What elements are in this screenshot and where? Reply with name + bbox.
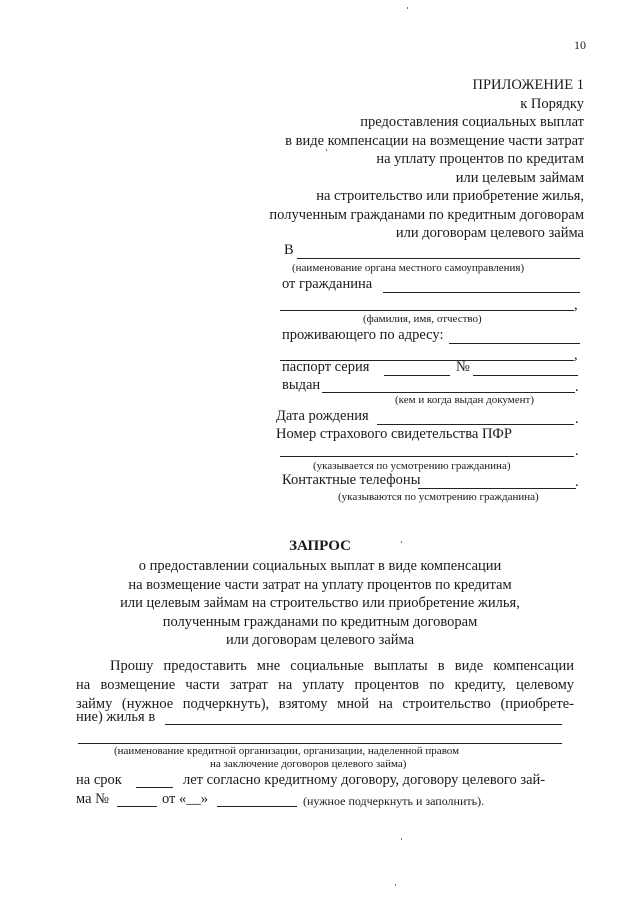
appendix-line: на строительство или приобретение жилья, <box>316 188 584 204</box>
appendix-line: предоставления социальных выплат <box>360 114 584 130</box>
appendix-line: полученным гражданами по кредитным договорам <box>269 206 584 223</box>
scan-speck <box>326 149 327 151</box>
body-line: Прошу предоставить мне социальные выплаты в виде компенсации <box>110 658 574 674</box>
to-label: В <box>284 242 294 258</box>
address-field-line[interactable] <box>449 343 580 344</box>
issued-label: выдан <box>282 377 321 393</box>
passport-number-label: № <box>456 359 470 375</box>
scan-speck <box>401 838 402 840</box>
appendix-line: или целевым займам <box>455 169 584 186</box>
loan-date-label: от «__» <box>162 791 209 807</box>
creditor-field-line[interactable] <box>165 724 562 725</box>
body-line: займу (нужное подчеркнуть), взятому мной на строительство (приобрете- <box>76 696 574 712</box>
appendix-line: или договорам целевого займа <box>395 225 584 241</box>
body-line: ние) жилья в <box>76 709 156 725</box>
creditor-field-line-2[interactable] <box>78 743 562 744</box>
pfr-caption: (указывается по усмотрению гражданина) <box>313 460 511 472</box>
term-text: лет согласно кредитному договору, договору целевого зай- <box>183 772 546 788</box>
appendix-line: на уплату процентов по кредитам <box>376 151 584 167</box>
appendix-block <box>269 76 584 243</box>
phones-caption: (указываются по усмотрению гражданина) <box>338 491 539 503</box>
creditor-caption: (наименование кредитной организации, организации, наделенной правом <box>114 745 460 757</box>
phones-field[interactable] <box>418 488 576 489</box>
appendix-line: к Порядку <box>520 95 584 112</box>
comma: , <box>574 297 578 313</box>
from-label: от гражданина <box>282 276 373 292</box>
body-line: на возмещение части затрат на уплату процентов по кредиту, целевому <box>76 677 574 693</box>
name-caption: (фамилия, имя, отчество) <box>363 313 482 325</box>
name-field-line[interactable] <box>383 292 580 293</box>
phones-label: Контактные телефоны <box>282 472 421 488</box>
period: . <box>575 379 579 395</box>
pfr-label: Номер страхового свидетельства ПФР <box>276 426 512 442</box>
subtitle-line: или целевым займам на строительство или приобретение жилья, <box>120 595 520 611</box>
passport-series-label: паспорт серия <box>282 359 370 375</box>
issued-caption: (кем и когда выдан документ) <box>395 394 534 406</box>
passport-series-field[interactable] <box>384 375 450 376</box>
term-label: на срок <box>76 772 122 788</box>
pfr-field-line[interactable] <box>280 456 574 457</box>
address-label: проживающего по адресу: <box>282 327 444 343</box>
authority-caption: (наименование органа местного самоуправления) <box>292 262 525 274</box>
passport-number-field[interactable] <box>473 375 578 376</box>
authority-field-line[interactable] <box>297 258 580 259</box>
scan-speck <box>407 7 408 9</box>
period: . <box>575 474 579 490</box>
period: . <box>575 443 579 459</box>
subtitle-line: или договорам целевого займа <box>225 632 415 648</box>
appendix-line: в виде компенсации на возмещение части затрат <box>285 132 584 149</box>
subtitle-line: о предоставлении социальных выплат в виде компенсации <box>138 558 502 574</box>
page-number: 10 <box>574 38 586 52</box>
issued-field-line[interactable] <box>322 392 575 393</box>
birth-label: Дата рождения <box>276 408 369 424</box>
scan-speck <box>395 884 396 886</box>
period: . <box>575 411 579 427</box>
loan-note: (нужное подчеркнуть и заполнить). <box>303 794 485 808</box>
loan-date-field[interactable] <box>217 806 297 807</box>
comma: , <box>574 347 578 363</box>
creditor-caption: на заключение договоров целевого займа) <box>210 758 407 770</box>
term-years-field[interactable] <box>136 787 173 788</box>
name-field-line-2[interactable] <box>280 310 574 311</box>
loan-number-field[interactable] <box>117 806 157 807</box>
birth-date-field[interactable] <box>377 424 574 425</box>
subtitle-line: на возмещение части затрат на уплату процентов по кредитам <box>128 576 512 593</box>
request-subtitle <box>0 557 640 650</box>
loan-number-label: ма № <box>76 791 109 807</box>
appendix-title: ПРИЛОЖЕНИЕ 1 <box>472 77 584 93</box>
subtitle-line: полученным гражданами по кредитным договорам <box>162 613 478 630</box>
request-title: ЗАПРОС <box>289 538 351 554</box>
scan-speck <box>401 541 402 543</box>
